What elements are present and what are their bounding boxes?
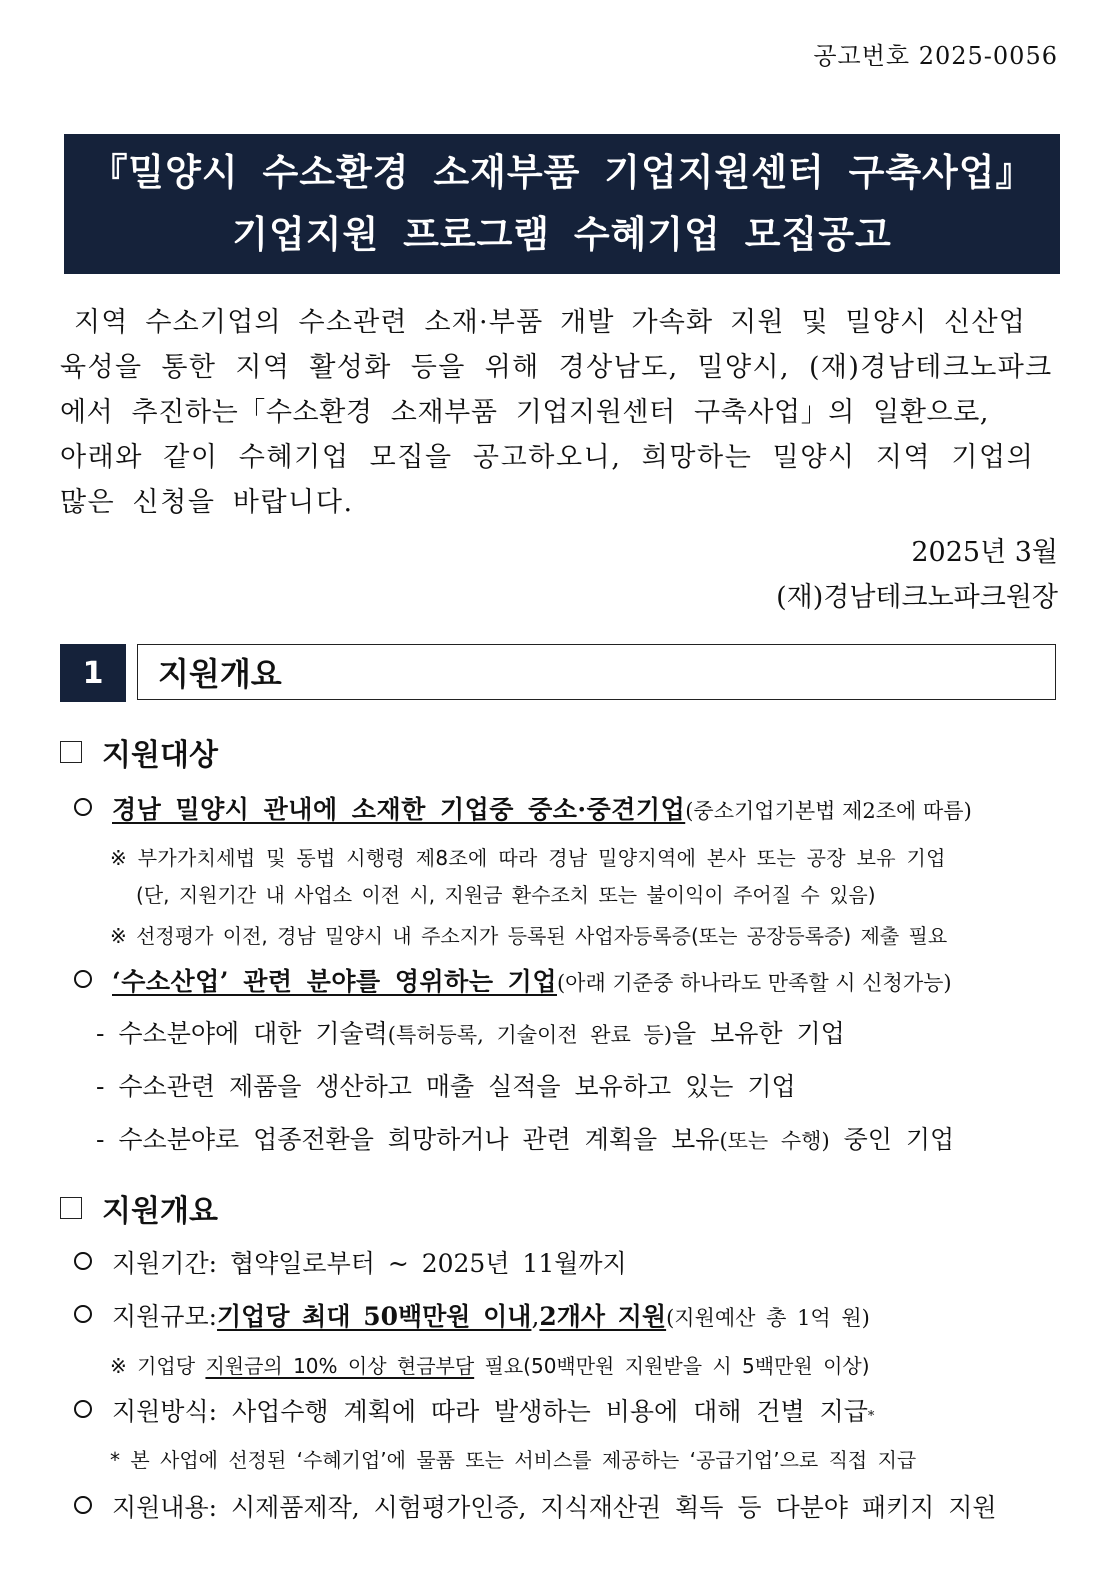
intro-line: 아래와 같이 수혜기업 모집을 공고하오니, 희망하는 밀양시 지역 기업의 [60,442,1035,473]
target-item-1-note: (중소기업기본법 제2조에 따름) [685,799,972,823]
scale-sub-highlight: 지원금의 10% 이상 현금부담 [205,1354,475,1378]
section-title [137,644,1056,700]
target-criteria-2: - 수소관련 제품을 생산하고 매출 실적을 보유하고 있는 기업 [96,1072,796,1101]
overview-period [74,1244,627,1280]
target-item-1-sub-2: (단, 지원기간 내 사업소 이전 시, 지원금 환수조치 또는 불이익이 주어질 수 있음) [136,883,876,907]
overview-scale-sub [110,1350,870,1379]
scale-sub-text: 필요(50백만원 지원받을 시 5백만원 이상) [474,1354,870,1378]
intro-line: 많은 신청을 바랍니다. [60,487,354,518]
square-icon [60,1197,82,1219]
criteria-text: 을 보유한 기업 [672,1019,845,1048]
section-number: 1 [60,644,126,702]
subheading-target [60,730,218,774]
scale-separator: , [531,1302,540,1331]
target-criteria-1 [96,1014,845,1050]
issuer: (재)경남테크노파크원장 [776,582,1058,613]
circle-bullet-icon [74,798,92,816]
overview-method-text: 지원방식: 사업수행 계획에 따라 발생하는 비용에 대해 건별 지급 [112,1397,868,1426]
circle-bullet-icon [74,1496,92,1514]
target-item-2-main: ‘수소산업’ 관련 분야를 영위하는 기업 [112,967,557,996]
title-line-1: 『밀양시 수소환경 소재부품 기업지원센터 구축사업』 [90,151,1034,194]
circle-bullet-icon [74,1400,92,1418]
scale-amount: 기업당 최대 50백만원 이내 [217,1302,532,1331]
intro-line: 지역 수소기업의 수소관련 소재·부품 개발 가속화 지원 및 밀양시 신산업 [74,307,1027,338]
target-item-1-sub-3: ※ 선정평가 이전, 경남 밀양시 내 주소지가 등록된 사업자등록증(또는 공장등록증) 제출 필요 [110,924,948,948]
circle-bullet-icon [74,1305,92,1323]
target-criteria-3 [96,1120,954,1156]
subheading-text: 지원대상 [102,738,218,773]
overview-method [74,1392,874,1428]
target-item-1-main: 경남 밀양시 관내에 소재한 기업중 중소·중견기업 [112,795,686,824]
asterisk-mark: * [867,1409,875,1424]
overview-period-text: 지원기간: 협약일로부터 ~ 2025년 11월까지 [112,1249,627,1278]
subheading-overview [60,1186,218,1230]
scale-count: 2개사 지원 [539,1302,667,1331]
scale-note: (지원예산 총 1억 원) [666,1306,870,1330]
circle-bullet-icon [74,1252,92,1270]
criteria-note: (특허등록, 기술이전 완료 등) [387,1023,673,1047]
intro-line: 에서 추진하는「수소환경 소재부품 기업지원센터 구축사업」의 일환으로, [60,397,990,428]
notice-number: 공고번호 2025-0056 [813,42,1058,70]
scale-sub-text: ※ 기업당 [110,1354,206,1378]
overview-content [74,1488,997,1524]
criteria-text: - 수소분야에 대한 기술력 [96,1019,388,1048]
title-banner [64,134,1060,274]
criteria-text: - 수소분야로 업종전환을 희망하거나 관련 계획을 보유 [96,1125,720,1154]
overview-method-note: * 본 사업에 선정된 ‘수혜기업’에 물품 또는 서비스를 제공하는 ‘공급기업’으로 직접 지급 [110,1448,917,1472]
issue-date: 2025년 3월 [911,537,1058,568]
criteria-text: 중인 기업 [829,1125,955,1154]
intro-line: 육성을 통한 지역 활성화 등을 위해 경상남도, 밀양시, (재)경남테크노파크 [60,352,1053,383]
circle-bullet-icon [74,970,92,988]
scale-label: 지원규모: [112,1302,218,1331]
target-item-2 [74,962,952,998]
square-icon [60,741,82,763]
target-item-1-sub-1: ※ 부가가치세법 및 동법 시행령 제8조에 따라 경남 밀양지역에 본사 또는 공장 보유 기업 [110,846,946,870]
overview-content-text: 지원내용: 시제품제작, 시험평가인증, 지식재산권 획득 등 다분야 패키지 지원 [112,1493,997,1522]
subheading-text: 지원개요 [102,1194,218,1229]
overview-scale [74,1297,870,1333]
criteria-note: (또는 수행) [719,1129,830,1153]
title-line-2: 기업지원 프로그램 수혜기업 모집공고 [232,213,892,256]
target-item-2-note: (아래 기준중 하나라도 만족할 시 신청가능) [556,971,952,995]
target-item-1 [74,790,972,826]
dateline [776,530,1058,620]
intro-paragraph [60,300,1056,525]
section-title-text: 지원개요 [158,655,282,693]
